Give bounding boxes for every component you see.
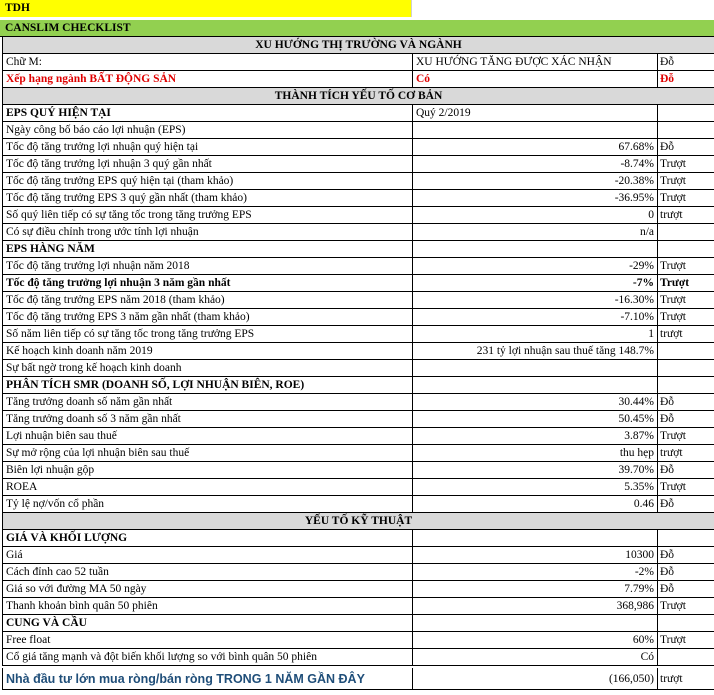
smr-title-row[interactable] (0, 377, 714, 394)
row-label[interactable]: Lợi nhuận biên sau thuế (2, 428, 413, 445)
row-value[interactable]: 0 (413, 207, 658, 224)
row-label[interactable]: Tăng trưởng doanh số năm gần nhất (2, 394, 413, 411)
row-status[interactable]: Trượt (658, 598, 714, 615)
row-label[interactable]: Tốc độ tăng trưởng EPS quý hiện tại (tham khảo) (2, 173, 413, 190)
row-value[interactable]: -20.38% (413, 173, 658, 190)
row-status[interactable]: Trượt (658, 275, 714, 292)
price-volume-title-row[interactable] (0, 530, 714, 547)
table-row[interactable] (0, 292, 714, 309)
row-status[interactable] (658, 530, 714, 547)
row-status[interactable]: Trượt (658, 632, 714, 649)
row-value[interactable]: 1 (413, 326, 658, 343)
row-label[interactable]: Tốc độ tăng trưởng EPS 3 năm gần nhất (tham khảo) (2, 309, 413, 326)
row-status[interactable]: Đỗ (658, 581, 714, 598)
row-status[interactable]: trượt (658, 326, 714, 343)
row-label[interactable]: Tăng trưởng doanh số 3 năm gần nhất (2, 411, 413, 428)
table-row[interactable] (0, 564, 714, 581)
row-label[interactable]: Tốc độ tăng trưởng lợi nhuận 3 quý gần nhất (2, 156, 413, 173)
row-label[interactable]: Nhà đầu tư lớn mua ròng/bán ròng TRONG 1 NĂM GẦN ĐÂY (2, 668, 413, 690)
row-label[interactable]: Số năm liên tiếp có sự tăng tốc trong tăng trưởng EPS (2, 326, 413, 343)
row-label[interactable]: Tốc độ tăng trưởng lợi nhuận 3 năm gần nhất (2, 275, 413, 292)
row-status[interactable] (658, 224, 714, 241)
technical-header-row[interactable] (0, 513, 714, 530)
table-row[interactable] (0, 649, 714, 666)
row-label[interactable]: Biên lợi nhuận gộp (2, 462, 413, 479)
fundamentals-header-row[interactable] (0, 88, 714, 105)
row-status[interactable]: Đỗ (658, 564, 714, 581)
market-section-header[interactable]: XU HƯỚNG THỊ TRƯỜNG VÀ NGÀNH (2, 37, 714, 54)
row-status[interactable]: Đỗ (658, 394, 714, 411)
row-status[interactable]: trượt (658, 668, 714, 690)
row-value[interactable] (413, 377, 658, 394)
row-status[interactable] (658, 615, 714, 632)
checklist-title-row[interactable] (0, 20, 714, 37)
subsection-title[interactable]: PHÂN TÍCH SMR (DOANH SỐ, LỢI NHUẬN BIÊN, ROE) (2, 377, 413, 394)
row-label[interactable]: Cách đỉnh cao 52 tuần (2, 564, 413, 581)
row-status[interactable] (658, 377, 714, 394)
row-status[interactable]: Đỗ (658, 462, 714, 479)
row-status[interactable]: Trượt (658, 292, 714, 309)
row-status[interactable]: Đỗ (658, 496, 714, 513)
row-value[interactable] (413, 615, 658, 632)
row-status[interactable]: Trượt (658, 190, 714, 207)
table-row[interactable] (0, 598, 714, 615)
row-value[interactable]: -36.95% (413, 190, 658, 207)
row-status[interactable] (658, 343, 714, 360)
row-label[interactable]: Cổ giá tăng mạnh và đột biến khối lượng so với bình quân 50 phiên (2, 649, 413, 666)
row-value[interactable]: 368,986 (413, 598, 658, 615)
row-value[interactable]: 5.35% (413, 479, 658, 496)
checklist-title[interactable]: CANSLIM CHECKLIST (0, 20, 714, 37)
row-value[interactable]: -7% (413, 275, 658, 292)
row-value[interactable] (413, 122, 658, 139)
subsection-title[interactable]: EPS QUÝ HIỆN TẠI (2, 105, 413, 122)
market-header-row[interactable] (0, 37, 714, 54)
row-label[interactable]: Số quý liên tiếp có sự tăng tốc trong tăng trưởng EPS (2, 207, 413, 224)
row-status[interactable]: Đỗ (658, 547, 714, 564)
row-value[interactable]: XU HƯỚNG TĂNG ĐƯỢC XÁC NHẬN (413, 54, 658, 71)
row-status[interactable]: Trượt (658, 309, 714, 326)
table-row[interactable] (0, 139, 714, 156)
row-value[interactable]: (166,050) (413, 668, 658, 690)
table-row[interactable] (0, 360, 714, 377)
row-label[interactable]: Tốc độ tăng trưởng EPS năm 2018 (tham khảo) (2, 292, 413, 309)
subsection-title[interactable]: EPS HÀNG NĂM (2, 241, 413, 258)
row-label[interactable]: Xếp hạng ngành BẤT ĐỘNG SẢN (2, 71, 413, 88)
row-value[interactable]: -29% (413, 258, 658, 275)
table-row[interactable] (0, 258, 714, 275)
table-row[interactable] (0, 581, 714, 598)
row-status[interactable]: Trượt (658, 173, 714, 190)
row-status[interactable]: Đỗ (658, 54, 714, 71)
row-label[interactable]: Sự bất ngờ trong kế hoạch kinh doanh (2, 360, 413, 377)
row-label[interactable]: Thanh khoản bình quân 50 phiên (2, 598, 413, 615)
row-label[interactable]: Giá (2, 547, 413, 564)
row-status[interactable]: Trượt (658, 428, 714, 445)
row-status[interactable]: Đỗ (658, 411, 714, 428)
row-value[interactable]: Có (413, 71, 658, 88)
row-label[interactable]: Sự mở rộng của lợi nhuận biên sau thuế (2, 445, 413, 462)
row-value[interactable]: 231 tỷ lợi nhuận sau thuế tăng 148.7% (413, 343, 658, 360)
row-value[interactable]: 60% (413, 632, 658, 649)
row-status[interactable] (658, 649, 714, 666)
table-row[interactable] (0, 309, 714, 326)
table-row[interactable] (0, 122, 714, 139)
row-value[interactable]: thu hẹp (413, 445, 658, 462)
table-row[interactable] (0, 394, 714, 411)
row-status[interactable] (658, 122, 714, 139)
row-label[interactable]: Ngày công bố báo cáo lợi nhuận (EPS) (2, 122, 413, 139)
row-value[interactable] (413, 360, 658, 377)
subsection-title[interactable]: GIÁ VÀ KHỐI LƯỢNG (2, 530, 413, 547)
row-status[interactable] (658, 241, 714, 258)
row-status[interactable] (658, 360, 714, 377)
row-label[interactable]: Giá so với đường MA 50 ngày (2, 581, 413, 598)
row-status[interactable] (658, 105, 714, 122)
table-row[interactable] (0, 479, 714, 496)
row-status[interactable]: Trượt (658, 156, 714, 173)
table-row[interactable] (0, 462, 714, 479)
table-row[interactable] (0, 496, 714, 513)
row-value[interactable]: -16.30% (413, 292, 658, 309)
row-value[interactable]: 30.44% (413, 394, 658, 411)
row-value[interactable]: 0.46 (413, 496, 658, 513)
row-label[interactable]: Tỷ lệ nợ/vốn cổ phần (2, 496, 413, 513)
table-row[interactable] (0, 445, 714, 462)
eps-year-title-row[interactable] (0, 241, 714, 258)
row-value[interactable]: 7.79% (413, 581, 658, 598)
row-value[interactable]: 39.70% (413, 462, 658, 479)
table-row[interactable] (0, 207, 714, 224)
row-status[interactable]: Đỗ (658, 71, 714, 88)
row-value[interactable]: 50.45% (413, 411, 658, 428)
table-row[interactable] (0, 668, 714, 690)
table-row[interactable] (0, 326, 714, 343)
row-value[interactable]: Có (413, 649, 658, 666)
technical-section-header[interactable]: YẾU TỐ KỸ THUẬT (2, 513, 714, 530)
table-row[interactable] (0, 224, 714, 241)
row-label[interactable]: Có sự điều chỉnh trong ước tính lợi nhuận (2, 224, 413, 241)
row-value[interactable] (413, 241, 658, 258)
row-label[interactable]: Tốc độ tăng trưởng EPS 3 quý gần nhất (tham khảo) (2, 190, 413, 207)
eps-quarter-title-row[interactable] (0, 105, 714, 122)
period-value[interactable]: Quý 2/2019 (413, 105, 658, 122)
table-row[interactable] (0, 632, 714, 649)
table-row[interactable] (0, 156, 714, 173)
row-label[interactable]: Chữ M: (2, 54, 413, 71)
supply-demand-title-row[interactable] (0, 615, 714, 632)
row-value[interactable]: 10300 (413, 547, 658, 564)
row-value[interactable] (413, 530, 658, 547)
row-status[interactable]: Trượt (658, 479, 714, 496)
row-status[interactable]: Đỗ (658, 139, 714, 156)
ticker-row[interactable] (0, 0, 714, 17)
row-label[interactable]: Tốc độ tăng trưởng lợi nhuận năm 2018 (2, 258, 413, 275)
row-value[interactable]: 67.68% (413, 139, 658, 156)
fundamentals-section-header[interactable]: THÀNH TÍCH YẾU TỐ CƠ BẢN (2, 88, 714, 105)
ticker-cell[interactable]: TDH (0, 0, 412, 17)
subsection-title[interactable]: CUNG VÀ CẦU (2, 615, 413, 632)
row-value[interactable]: -2% (413, 564, 658, 581)
row-label[interactable]: Tốc độ tăng trưởng lợi nhuận quý hiện tại (2, 139, 413, 156)
row-status[interactable]: Trượt (658, 258, 714, 275)
table-row[interactable] (0, 173, 714, 190)
row-label[interactable]: Kế hoạch kinh doanh năm 2019 (2, 343, 413, 360)
row-value[interactable]: n/a (413, 224, 658, 241)
table-row[interactable] (0, 428, 714, 445)
row-value[interactable]: -7.10% (413, 309, 658, 326)
table-row[interactable] (0, 411, 714, 428)
table-row[interactable] (0, 275, 714, 292)
row-label[interactable]: ROEA (2, 479, 413, 496)
row-status[interactable]: trượt (658, 445, 714, 462)
table-row[interactable] (0, 190, 714, 207)
row-value[interactable]: -8.74% (413, 156, 658, 173)
row-value[interactable]: 3.87% (413, 428, 658, 445)
table-row[interactable] (0, 54, 714, 71)
table-row[interactable] (0, 547, 714, 564)
row-status[interactable]: trượt (658, 207, 714, 224)
table-row[interactable] (0, 71, 714, 88)
row-label[interactable]: Free float (2, 632, 413, 649)
table-row[interactable] (0, 343, 714, 360)
